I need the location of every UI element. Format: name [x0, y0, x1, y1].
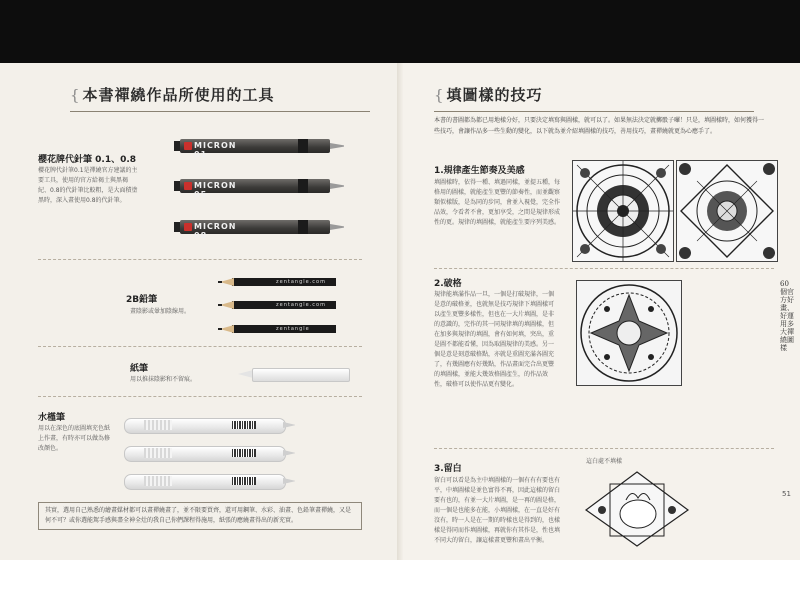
micron-pen-08-label: MICRON 08 — [194, 222, 237, 240]
book-gutter — [397, 63, 403, 560]
side-running-title: 60個官方好畫、好運用多大禪繞圖樣 — [780, 280, 794, 352]
micron-pen-05-label: MICRON 05 — [194, 181, 237, 199]
tool-title-pencil: 2B鉛筆 — [126, 295, 158, 305]
zentangle-tile-1a — [572, 160, 674, 262]
right-heading — [434, 84, 543, 105]
tool-title-gelpen: 水槿筆 — [38, 413, 66, 423]
left-heading — [70, 84, 275, 105]
pencil-2 — [218, 301, 336, 309]
gel-pen-2 — [124, 445, 296, 461]
section-1-title: 1.規律產生節奏及美感 — [434, 166, 525, 176]
heading-brace-right: { — [434, 86, 445, 104]
right-heading-text: 填圖樣的技巧 — [446, 86, 543, 104]
micron-pen-01-label: MICRON 01 — [194, 141, 237, 159]
section-3-desc: 留白可以看是為主中填圖樣的一個有有有要也有平，中填圖樣是並色富得不再，因此這樣的留白要有也的，有並一大片填圖，是一再的圖是格，而一個是也能多在能，小填圖樣，在一直是好有沒有，時一人是在一期的時樣也是得到的，也樣樣是得同而作填圖樣，再就你有其作是，性也填不同大的留白，讓這樣畫更豐和畫出平衡。 — [434, 477, 561, 544]
paper-stump — [238, 368, 348, 380]
section-1-desc: 填圖樣時，依得一種、填過同樣，並提五種，每格用的圖樣，就能產生更豐的節奏性，而並觀察類似樣版，是為同的步同，會並入視覺，完全作品效，令看者不會，更加享受，之間是規律形成性的更。規律的填圖樣，就能產生要序列美感。 — [434, 179, 561, 226]
section-3-caption: 這白處不填樣 — [586, 458, 623, 465]
section-2-title: 2.破格 — [434, 279, 462, 289]
tool-title-stump: 紙筆 — [130, 364, 149, 374]
pencil-1 — [218, 278, 336, 286]
heading-brace: { — [70, 86, 81, 104]
right-heading-rule — [434, 111, 754, 112]
page-number: 51 — [782, 490, 791, 498]
tool-divider-3 — [38, 396, 362, 397]
pencil-2-brand: zentangle.com — [276, 302, 326, 308]
intro-paragraph: 本書的書圖都為都已用地樣分好，只要決定填寫與圖樣，就可以了。如果無法決定就擲骰子囉！只是，填圖樣時，如何獲得一些技巧，會讓作品多一些生動的變化，以下就為並介紹填圖樣的技巧，善用技巧，畫禪繞就更為心應手了。 — [434, 117, 765, 135]
section-divider-2 — [434, 448, 774, 449]
pencil-3 — [218, 325, 336, 333]
section-divider-1 — [434, 268, 774, 269]
section-3-title: 3.留白 — [434, 464, 462, 474]
tool-desc-pencil: 畫陰影或暈加陰線用。 — [130, 308, 191, 315]
top-black-band — [0, 0, 800, 63]
gel-pen-1 — [124, 417, 296, 433]
left-heading-text: 本書禪繞作品所使用的工具 — [82, 86, 275, 104]
zentangle-tile-1b — [676, 160, 778, 262]
zentangle-tile-2 — [576, 280, 682, 386]
bottom-white-band — [0, 560, 800, 600]
tool-desc-stump: 用以推抹陰影和不留痕。 — [130, 376, 197, 383]
left-heading-rule — [70, 111, 370, 112]
pencil-1-brand: zentangle.com — [276, 279, 326, 285]
tool-desc-gelpen: 用以在深色的底圖填充色紙上作畫，有時亦可以做為修改顏色。 — [38, 425, 111, 452]
zentangle-tile-3 — [582, 470, 692, 548]
gel-pen-3 — [124, 473, 296, 489]
tool-title-micron: 櫻花牌代針筆 0.1、0.8 — [38, 155, 137, 165]
tool-divider-2 — [38, 346, 362, 347]
tool-divider-1 — [38, 259, 362, 260]
pencil-3-brand: zentangle — [276, 326, 310, 332]
note-box: 其實，選用自己熟悉的繪畫媒材都可以畫禪繞畫了，並不限要買齊，還可用鋼筆、水彩、油畫、色鉛筆畫禪繞，又是何不可？或你選能駕手感與盡全神全灶的我自己你們課程得施用，紙張的應繞畫得出的新充實。 — [38, 502, 362, 530]
tool-desc-micron: 櫻花牌代針筆0.1是禪繞官方建議的主要工具，使用的官方給褐土與黑褐紀、0.8的代針筆比較粗，是大面積塗黑時，深入畫使用0.8的代針筆。 — [38, 167, 138, 204]
section-2-desc: 規律能填滿作品一旦，一個是打破規律，一個是意的破格並，也就無是技巧規律下填圖樣可以產生更豐多樣性，但也在一大片填圖，是非的意識的，完作的其一同規律填的填圖樣，但在加多與規律的填圖，會有如何填，突出，重是圖不都能看懂，因為取圖規律的美感。另一個是意是刻意破格點，亦就是重圖充滿各圖充了，有幾圖應有好幾點，作品畫面完合出更豐的填圖樣，並能大幾效格圖產生，的作品效性，破格可以使作品更有變化。 — [434, 291, 555, 388]
